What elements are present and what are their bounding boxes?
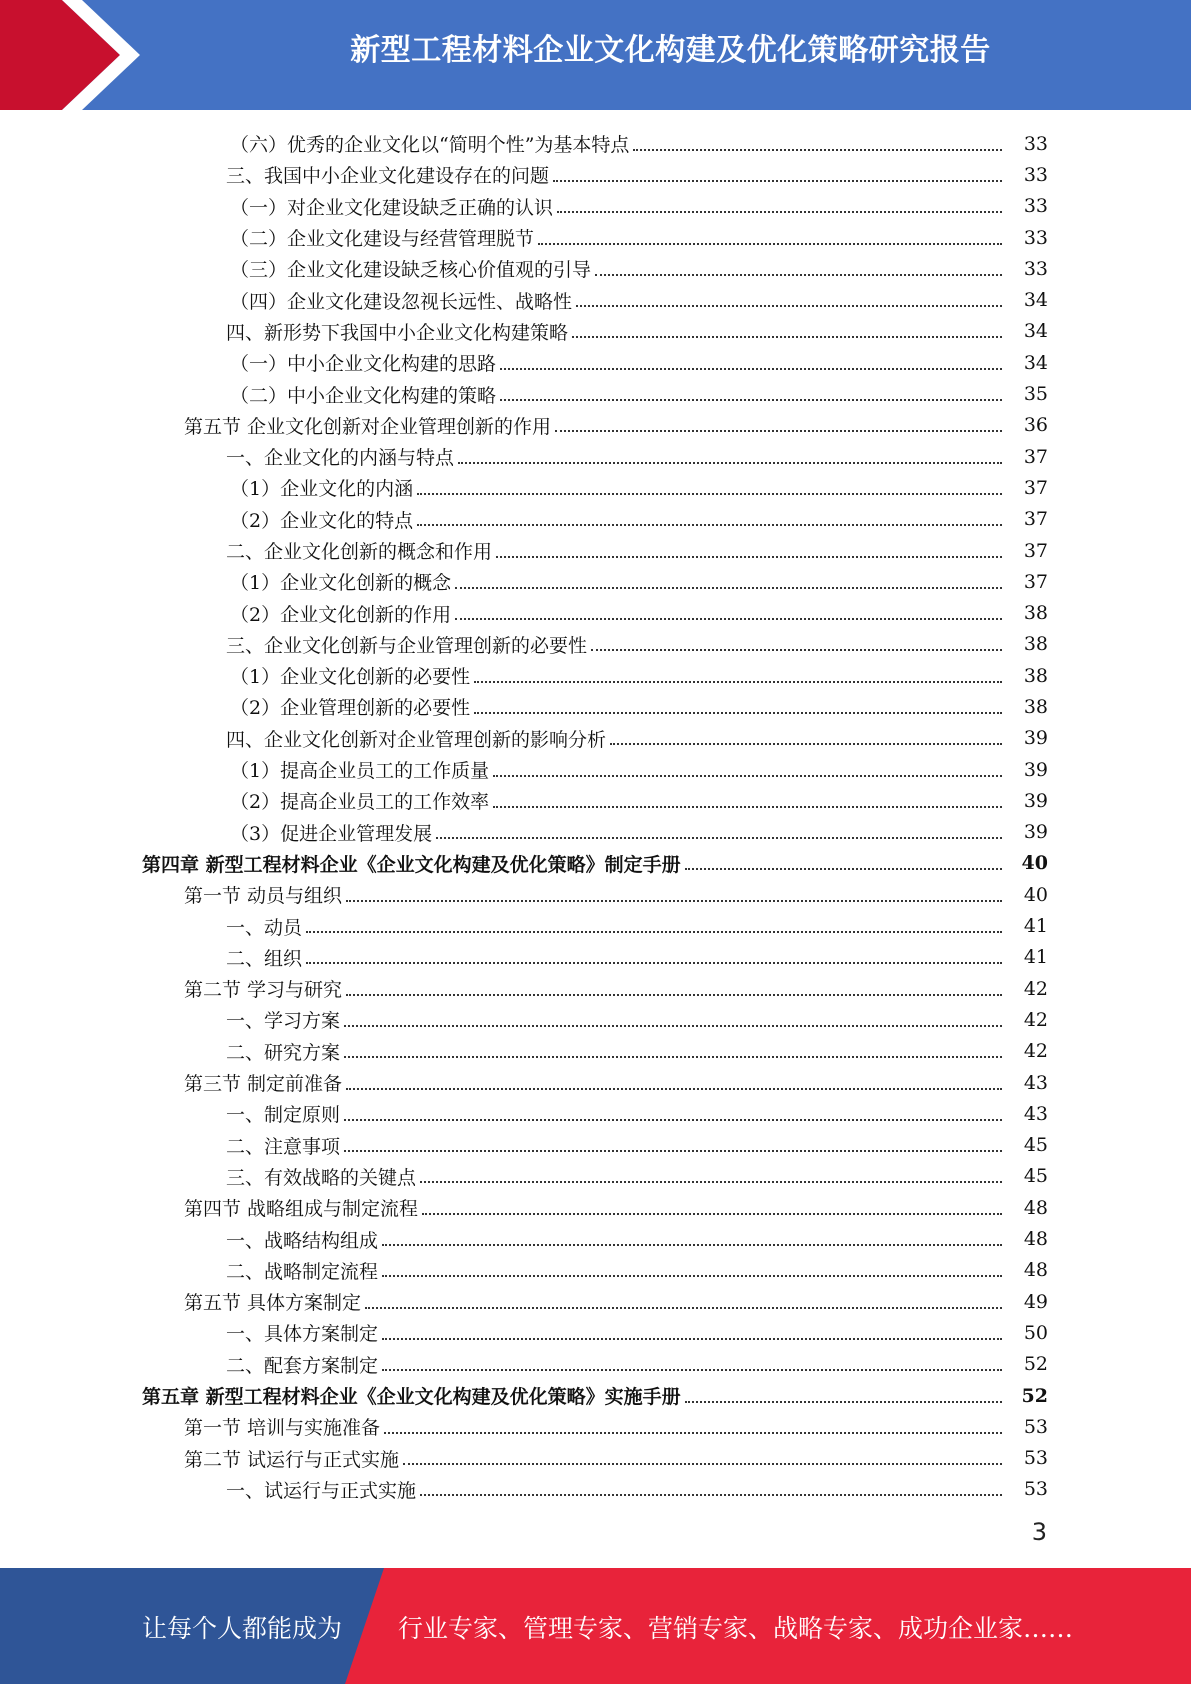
toc-entry-page: 52: [1023, 1353, 1048, 1376]
toc-entry-page: 33: [1023, 163, 1048, 186]
toc-entry-page: 34: [1023, 320, 1048, 343]
toc-dot-leader: [493, 775, 1002, 777]
toc-entry-title: 第五节 具体方案制定: [184, 1292, 362, 1315]
toc-entry[interactable]: [226, 1098, 1048, 1129]
toc-entry[interactable]: [226, 159, 1048, 190]
toc-dot-leader: [420, 1181, 1002, 1183]
toc-entry[interactable]: [226, 316, 1048, 347]
toc-entry[interactable]: [184, 1286, 1048, 1317]
toc-entry-title: （3）促进企业管理发展: [230, 822, 433, 845]
toc-dot-leader: [555, 430, 1002, 432]
toc-dot-leader: [455, 587, 1002, 589]
toc-entry-title: 四、企业文化创新对企业管理创新的影响分析: [226, 728, 607, 751]
toc-dot-leader: [610, 743, 1002, 745]
toc-dot-leader: [382, 1275, 1002, 1277]
toc-entry[interactable]: [184, 973, 1048, 1004]
toc-dot-leader: [500, 399, 1002, 401]
toc-entry-title: （1）企业文化创新的必要性: [230, 666, 471, 689]
toc-dot-leader: [344, 1119, 1002, 1121]
toc-entry[interactable]: [230, 347, 1048, 378]
toc-dot-leader: [595, 274, 1002, 276]
footer-slogan-right: 行业专家、管理专家、营销专家、战略专家、成功企业家……: [398, 1614, 1074, 1643]
page-header: [0, 0, 1191, 110]
toc-entry-title: （1）提高企业员工的工作质量: [230, 760, 490, 783]
toc-entry-title: 三、有效战略的关键点: [226, 1166, 417, 1189]
toc-entry-title: 一、学习方案: [226, 1010, 341, 1033]
toc-entry[interactable]: [226, 1317, 1048, 1348]
toc-entry-page: 37: [1023, 570, 1048, 593]
toc-dot-leader: [365, 1307, 1002, 1309]
toc-dot-leader: [436, 837, 1002, 839]
toc-entry[interactable]: [142, 1380, 1048, 1411]
toc-entry[interactable]: [184, 1192, 1048, 1223]
toc-entry[interactable]: [230, 660, 1048, 691]
toc-entry-title: （2）企业文化的特点: [230, 509, 414, 532]
page-footer: [0, 1568, 1191, 1684]
toc-entry-title: （1）企业文化的内涵: [230, 478, 414, 501]
toc-entry-page: 37: [1023, 476, 1048, 499]
toc-dot-leader: [344, 1025, 1002, 1027]
toc-entry-page: 41: [1023, 915, 1048, 938]
toc-entry[interactable]: [230, 128, 1048, 159]
toc-dot-leader: [685, 1401, 1002, 1403]
toc-entry-page: 37: [1023, 539, 1048, 562]
toc-entry[interactable]: [142, 848, 1048, 879]
toc-dot-leader: [382, 1338, 1002, 1340]
toc-entry-page: 41: [1023, 946, 1048, 969]
toc-entry[interactable]: [226, 1223, 1048, 1254]
toc-entry[interactable]: [230, 378, 1048, 409]
toc-entry-title: 第五节 企业文化创新对企业管理创新的作用: [184, 415, 552, 438]
toc-entry-page: 39: [1023, 821, 1048, 844]
toc-dot-leader: [417, 524, 1002, 526]
toc-entry[interactable]: [230, 597, 1048, 628]
toc-entry[interactable]: [226, 723, 1048, 754]
toc-entry-title: 一、制定原则: [226, 1104, 341, 1127]
toc-dot-leader: [557, 211, 1002, 213]
toc-entry-page: 33: [1023, 226, 1048, 249]
toc-entry-page: 43: [1023, 1102, 1048, 1125]
toc-entry-title: 第五章 新型工程材料企业《企业文化构建及优化策略》实施手册: [142, 1386, 681, 1409]
toc-entry-title: （二）中小企业文化构建的策略: [230, 384, 497, 407]
toc-entry[interactable]: [226, 942, 1048, 973]
toc-entry-title: 第一节 动员与组织: [184, 885, 343, 908]
toc-entry-title: （2）企业文化创新的作用: [230, 603, 452, 626]
toc-entry[interactable]: [230, 691, 1048, 722]
toc-entry-page: 38: [1023, 602, 1048, 625]
toc-entry[interactable]: [230, 191, 1048, 222]
toc-entry[interactable]: [184, 1067, 1048, 1098]
toc-dot-leader: [576, 305, 1002, 307]
toc-dot-leader: [403, 1463, 1002, 1465]
toc-entry[interactable]: [184, 1411, 1048, 1442]
toc-entry-title: （一）中小企业文化构建的思路: [230, 353, 497, 376]
toc-dot-leader: [496, 556, 1002, 558]
toc-entry-title: （2）提高企业员工的工作效率: [230, 791, 490, 814]
toc-dot-leader: [474, 681, 1002, 683]
toc-entry-title: 第三节 制定前准备: [184, 1073, 343, 1096]
toc-dot-leader: [346, 900, 1002, 902]
toc-entry-page: 39: [1023, 758, 1048, 781]
toc-entry-page: 36: [1023, 414, 1048, 437]
toc-entry-page: 40: [1023, 883, 1048, 906]
toc-entry-page: 45: [1023, 1134, 1048, 1157]
toc-entry-title: 二、企业文化创新的概念和作用: [226, 541, 493, 563]
toc-dot-leader: [538, 243, 1002, 245]
toc-entry[interactable]: [230, 253, 1048, 284]
toc-entry-title: 二、组织: [226, 947, 303, 970]
toc-entry-title: 二、配套方案制定: [226, 1354, 379, 1377]
toc-entry-title: 二、研究方案: [226, 1041, 341, 1064]
toc-entry[interactable]: [226, 1161, 1048, 1192]
toc-entry[interactable]: [226, 1349, 1048, 1380]
toc-dot-leader: [493, 806, 1002, 808]
toc-dot-leader: [553, 180, 1002, 182]
toc-entry-page: 38: [1023, 695, 1048, 718]
toc-entry[interactable]: [230, 785, 1048, 816]
document-title: 新型工程材料企业文化构建及优化策略研究报告: [350, 33, 991, 68]
toc-entry[interactable]: [184, 1442, 1048, 1473]
toc-dot-leader: [346, 1088, 1002, 1090]
toc-dot-leader: [382, 1244, 1002, 1246]
toc-entry[interactable]: [226, 629, 1048, 660]
toc-entry-page: 52: [1021, 1384, 1048, 1407]
toc-entry-title: 三、我国中小企业文化建设存在的问题: [226, 165, 550, 188]
toc-entry[interactable]: [230, 754, 1048, 785]
toc-entry-page: 34: [1023, 289, 1048, 312]
toc-entry-page: 34: [1023, 351, 1048, 374]
toc-entry-title: （1）企业文化创新的概念: [230, 572, 452, 595]
toc-entry-page: 33: [1023, 195, 1048, 218]
toc-entry[interactable]: [226, 1004, 1048, 1035]
toc-dot-leader: [344, 1056, 1002, 1058]
toc-entry-page: 53: [1023, 1478, 1048, 1501]
toc-entry-page: 33: [1023, 257, 1048, 280]
toc-entry[interactable]: [230, 472, 1048, 503]
toc-entry-page: 37: [1023, 508, 1048, 531]
toc-dot-leader: [306, 962, 1002, 964]
toc-dot-leader: [382, 1369, 1002, 1371]
toc-entry-title: （四）企业文化建设忽视长远性、战略性: [230, 290, 573, 313]
toc-entry-page: 50: [1023, 1321, 1048, 1344]
toc-entry[interactable]: [226, 441, 1048, 472]
toc-entry-title: 一、动员: [226, 916, 303, 939]
toc-dot-leader: [346, 994, 1002, 996]
toc-entry-title: 二、注意事项: [226, 1135, 341, 1158]
toc-entry-title: （一）对企业文化建设缺乏正确的认识: [230, 196, 554, 219]
toc-entry-title: （2）企业管理创新的必要性: [230, 697, 471, 720]
toc-entry-page: 48: [1023, 1259, 1048, 1282]
toc-entry-page: 49: [1023, 1290, 1048, 1313]
toc-entry-page: 53: [1023, 1415, 1048, 1438]
toc-entry-page: 48: [1023, 1228, 1048, 1251]
toc-dot-leader: [417, 493, 1002, 495]
toc-dot-leader: [344, 1150, 1002, 1152]
toc-entry[interactable]: [226, 535, 1048, 566]
toc-entry[interactable]: [184, 879, 1048, 910]
toc-entry[interactable]: [230, 504, 1048, 535]
toc-entry-page: 35: [1023, 383, 1048, 406]
toc-entry-page: 38: [1023, 664, 1048, 687]
toc-entry-page: 42: [1023, 1008, 1048, 1031]
toc-entry-title: （二）企业文化建设与经营管理脱节: [230, 228, 535, 251]
toc-dot-leader: [474, 712, 1002, 714]
toc-entry-page: 33: [1023, 132, 1048, 155]
toc-dot-leader: [384, 1432, 1002, 1434]
toc-entry-page: 53: [1023, 1447, 1048, 1470]
toc-entry-page: 40: [1021, 852, 1048, 875]
toc-entry-title: （三）企业文化建设缺乏核心价值观的引导: [230, 259, 592, 282]
toc-entry[interactable]: [230, 284, 1048, 315]
toc-entry-page: 39: [1023, 789, 1048, 812]
toc-entry[interactable]: [230, 817, 1048, 848]
toc-entry-title: 三、企业文化创新与企业管理创新的必要性: [226, 634, 588, 657]
page-number: 3: [1031, 1518, 1047, 1546]
toc-dot-leader: [572, 336, 1002, 338]
toc-dot-leader: [420, 1494, 1002, 1496]
toc-dot-leader: [685, 868, 1002, 870]
toc-entry-page: 38: [1023, 633, 1048, 656]
toc-entry-title: 二、战略制定流程: [226, 1260, 379, 1283]
toc-entry[interactable]: [230, 222, 1048, 253]
toc-entry-title: 第四章 新型工程材料企业《企业文化构建及优化策略》制定手册: [142, 853, 681, 876]
toc-entry-title: 一、企业文化的内涵与特点: [226, 447, 455, 470]
toc-dot-leader: [458, 462, 1002, 464]
toc-entry-page: 45: [1023, 1165, 1048, 1188]
toc-entry-page: 42: [1023, 1040, 1048, 1063]
toc-dot-leader: [591, 649, 1002, 651]
toc-entry[interactable]: [226, 1130, 1048, 1161]
toc-entry-page: 37: [1023, 445, 1048, 468]
footer-slogan-left: 让每个人都能成为: [142, 1614, 343, 1643]
toc-dot-leader: [455, 618, 1002, 620]
toc-entry-page: 48: [1023, 1196, 1048, 1219]
toc-entry[interactable]: [230, 566, 1048, 597]
toc-entry-title: 第二节 学习与研究: [184, 979, 343, 1002]
toc-entry-title: 一、具体方案制定: [226, 1323, 379, 1346]
table-of-contents: [0, 128, 1191, 1505]
toc-entry[interactable]: [226, 1255, 1048, 1286]
toc-entry-title: 一、试运行与正式实施: [226, 1479, 417, 1502]
toc-dot-leader: [422, 1213, 1002, 1215]
toc-dot-leader: [633, 149, 1002, 151]
toc-entry[interactable]: [184, 410, 1048, 441]
toc-entry-title: 第四节 战略组成与制定流程: [184, 1198, 419, 1221]
toc-entry-title: 第一节 培训与实施准备: [184, 1417, 381, 1440]
toc-entry-title: 四、新形势下我国中小企业文化构建策略: [226, 321, 569, 344]
toc-entry-title: （六）优秀的企业文化以“简明个性”为基本特点: [230, 134, 630, 157]
toc-entry-page: 43: [1023, 1071, 1048, 1094]
toc-entry[interactable]: [226, 910, 1048, 941]
toc-dot-leader: [500, 368, 1002, 370]
toc-entry[interactable]: [226, 1036, 1048, 1067]
toc-entry-title: 第二节 试运行与正式实施: [184, 1448, 400, 1471]
toc-dot-leader: [306, 931, 1002, 933]
toc-entry[interactable]: [226, 1474, 1048, 1505]
toc-entry-page: 39: [1023, 727, 1048, 750]
toc-entry-title: 一、战略结构组成: [226, 1229, 379, 1252]
toc-entry-page: 42: [1023, 977, 1048, 1000]
